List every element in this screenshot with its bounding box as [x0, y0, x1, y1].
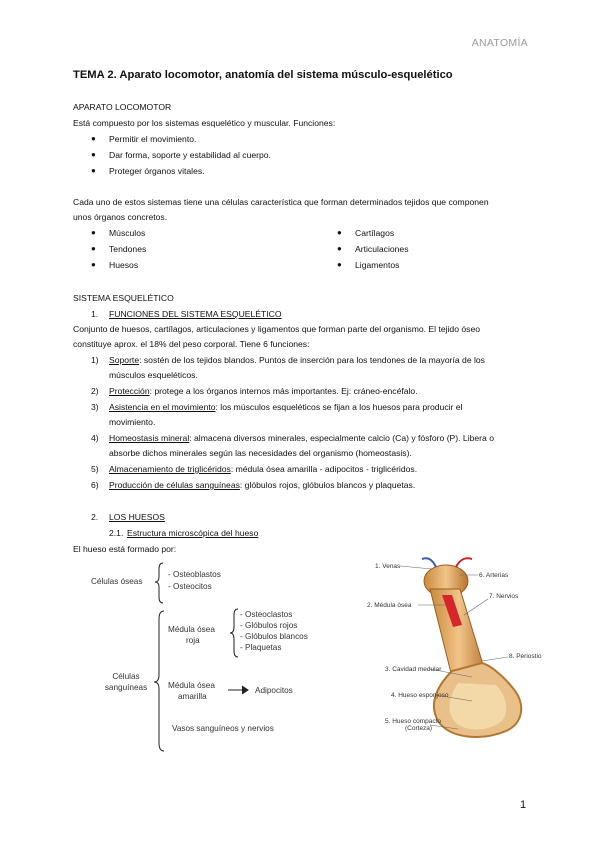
list-item: Articulaciones [355, 244, 409, 254]
list-item: Permitir el movimiento. [109, 134, 197, 144]
bone-label: (Corteza) [405, 725, 433, 732]
label-medula-amarilla: Médula ósea [168, 681, 215, 690]
function-line [109, 355, 485, 366]
subsection-title: Estructura microscópica del hueso [127, 528, 259, 538]
list-item: Proteger órganos vitales. [109, 166, 205, 176]
function-term: Soporte [109, 355, 140, 365]
function-desc: : sostén de los tejidos blandos. Puntos de inserción para los tendones de la mayoría de los [139, 355, 485, 365]
page-number: 1 [520, 799, 527, 811]
bone-label: 1. Venas [375, 563, 401, 570]
roja-item: - Glóbulos rojos [240, 621, 298, 630]
section-heading-sistema: SISTEMA ESQUELÉTICO [73, 293, 174, 303]
label-roja: roja [186, 636, 200, 645]
function-number: 2) [91, 386, 99, 396]
bullet-icon: ● [91, 228, 96, 237]
section-title-funciones: FUNCIONES DEL SISTEMA ESQUELÉTICO [109, 309, 282, 319]
spongy-bone [449, 683, 506, 730]
oseas-item: - Osteoblastos [168, 570, 221, 579]
roja-item: - Osteoclastos [240, 610, 293, 619]
brace-oseas [155, 563, 163, 603]
bone-label: 8. Periostio [509, 653, 542, 660]
function-line: absorbe dichos minerales según las necesidades del organismo (homeostasis). [109, 448, 412, 458]
list-item: Cartílagos [355, 228, 395, 238]
bone-label: 6. Arterias [479, 572, 509, 579]
list-item: Huesos [109, 260, 139, 270]
function-desc: : almacena diversos minerales, especialmente calcio (Ca) y fósforo (P). Libera o [189, 433, 494, 443]
list-item: Dar forma, soporte y estabilidad al cuerpo. [109, 150, 271, 160]
function-term: Asistencia en el movimiento [109, 402, 216, 412]
bullet-icon: ● [337, 228, 342, 237]
page-title: TEMA 2. Aparato locomotor, anatomía del sistema músculo-esquelético [73, 69, 453, 81]
list-item: Ligamentos [355, 260, 400, 270]
paragraph-line: unos órganos concretos. [73, 212, 168, 222]
artery-line [456, 558, 472, 567]
paragraph-line: Cada uno de estos sistemas tiene una células característica que forman determinados tejidos que componen [73, 197, 489, 207]
function-desc: : protege a los órganos internos más importantes. Ej: cráneo-encéfalo. [149, 386, 418, 396]
bone-label: 4. Hueso esponjoso [391, 692, 449, 699]
brace-sanguineas [154, 611, 164, 751]
brace-roja [230, 609, 238, 657]
bone-label: 3. Cavidad medular [385, 666, 442, 673]
section-number: 2. [91, 512, 99, 522]
subsection-number: 2.1. [109, 528, 124, 538]
list-item: Músculos [109, 228, 146, 238]
label-adipocitos: Adipocitos [255, 686, 293, 695]
label-medula-roja: Médula ósea [168, 625, 215, 634]
bullet-icon: ● [91, 260, 96, 269]
bullet-icon: ● [91, 134, 96, 143]
vein-line [422, 558, 436, 567]
function-line [109, 480, 415, 491]
section-title-huesos: LOS HUESOS [109, 512, 165, 522]
function-desc: : los músculos esqueléticos se fijan a los huesos para producir el [215, 402, 463, 412]
function-number: 6) [91, 480, 99, 490]
function-number: 1) [91, 355, 99, 365]
label-amarilla: amarilla [178, 692, 207, 701]
function-line [109, 402, 462, 413]
bone-label: 7. Nervios [489, 593, 519, 600]
label-celulas-oseas: Células óseas [91, 577, 143, 586]
bullet-icon: ● [337, 260, 342, 269]
label-sanguineas: sanguíneas [104, 683, 148, 692]
section-number: 1. [91, 309, 99, 319]
function-term: Protección [109, 386, 150, 396]
function-line [109, 433, 494, 444]
list-item: Tendones [109, 244, 147, 254]
bullet-icon: ● [91, 150, 96, 159]
function-desc: : médula ósea amarilla - adipocitos - triglicéridos. [230, 464, 418, 474]
function-term: Producción de células sanguíneas [109, 480, 240, 490]
paragraph-line: Conjunto de huesos, cartílagos, articulaciones y ligamentos que forman parte del organismo. El tejido óseo [73, 324, 481, 334]
label-vasos: Vasos sanguíneos y nervios [172, 724, 274, 733]
function-line: músculos esqueléticos. [109, 370, 198, 380]
roja-item: - Plaquetas [240, 643, 282, 652]
function-line: movimiento. [109, 417, 156, 427]
function-term: Homeostasis mineral [109, 433, 190, 443]
function-desc: : glóbulos rojos, glóbulos blancos y plaquetas. [239, 480, 416, 490]
bone-label: 5. Hueso compacto [385, 718, 442, 725]
bullet-icon: ● [337, 244, 342, 253]
bone-label: 2. Médula ósea [367, 602, 412, 609]
bullet-icon: ● [91, 244, 96, 253]
oseas-item: - Osteocitos [168, 582, 212, 591]
paragraph-line: constituye aprox. el 18% del peso corporal. Tiene 6 funciones: [73, 339, 310, 349]
function-number: 5) [91, 464, 99, 474]
label-celulas: Células [112, 672, 140, 681]
function-term: Almacenamiento de triglicéridos [109, 464, 231, 474]
roja-item: - Glóbulos blancos [240, 632, 308, 641]
section-heading-aparato: APARATO LOCOMOTOR [73, 102, 172, 112]
bullet-icon: ● [91, 166, 96, 175]
arrow-head-icon [242, 686, 248, 694]
running-header: ANATOMÍA [471, 37, 528, 49]
function-line [109, 386, 418, 397]
function-line [109, 464, 417, 475]
function-number: 4) [91, 433, 99, 443]
function-number: 3) [91, 402, 99, 412]
aparato-intro: Está compuesto por los sistemas esquelético y muscular. Funciones: [73, 118, 336, 128]
paragraph-line: El hueso está formado por: [73, 544, 177, 554]
